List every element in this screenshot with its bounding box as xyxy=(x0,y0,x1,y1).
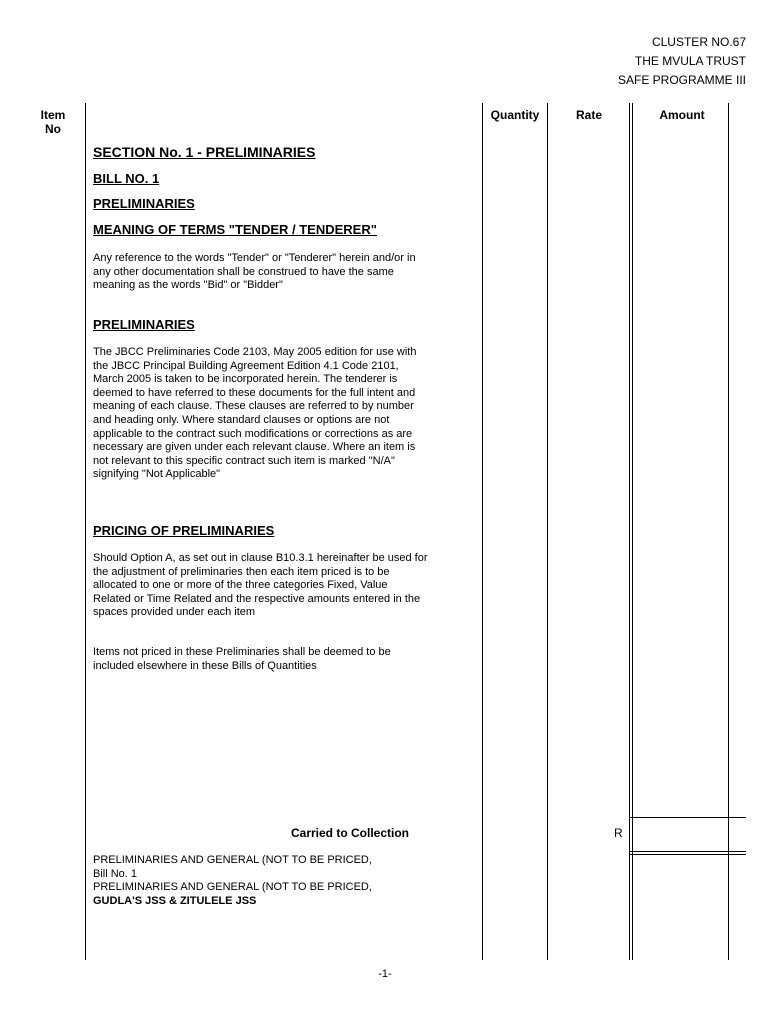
total-double-rule-2 xyxy=(629,854,746,855)
organization-name: THE MVULA TRUST xyxy=(634,54,746,68)
item-header-line1: Item xyxy=(40,108,66,122)
pricing-text: Should Option A, as set out in clause B10.3.1 hereinafter be used for the adjustment of preliminaries then each item priced is to be allocated to one or more of the three categories Fixed, Value Related or Time Related and the respective amounts entered in the spaces provided under each item xyxy=(93,552,428,619)
rate-right-rule-1 xyxy=(629,103,630,960)
total-double-rule-1 xyxy=(629,851,746,852)
document-header xyxy=(618,33,746,90)
cluster-number: CLUSTER NO.67 xyxy=(651,35,746,49)
jbcc-clause-text: The JBCC Preliminaries Code 2103, May 2005 edition for use with the JBCC Principal Building Agreement Edition 4.1 Code 2101, March 2005 is taken to be incorporated herein. The tenderer is deemed to have referred to these documents for the full intent and meaning of each clause. These clauses are referred to by number and heading only. Where standard clauses or options are not applicable to the contract such modifications or corrections as are necessary are given under each relevant clause. Where an item is not relevant to this specific contract such item is marked "N/A" signifying "Not Applicable" xyxy=(93,346,417,481)
section-title: SECTION No. 1 - PRELIMINARIES xyxy=(93,144,316,160)
item-column-rule xyxy=(85,103,86,960)
rate-right-rule-2 xyxy=(632,103,633,960)
total-top-rule xyxy=(629,817,746,818)
quantity-header: Quantity xyxy=(490,108,540,122)
carried-to-collection-label: Carried to Collection xyxy=(290,826,409,840)
preliminaries-heading-1: PRELIMINARIES xyxy=(93,196,195,211)
quantity-left-rule xyxy=(482,103,483,960)
bill-number: BILL NO. 1 xyxy=(93,171,160,186)
amount-header: Amount xyxy=(659,108,705,122)
collection-block xyxy=(93,854,473,908)
pricing-heading: PRICING OF PRELIMINARIES xyxy=(93,523,275,538)
preliminaries-heading-2: PRELIMINARIES xyxy=(93,317,195,332)
collection-line-3: PRELIMINARIES AND GENERAL (NOT TO BE PRICED, xyxy=(93,881,372,894)
not-priced-text: Items not priced in these Preliminaries shall be deemed to be included elsewhere in these Bills of Quantities xyxy=(93,646,391,672)
meaning-of-terms-heading: MEANING OF TERMS "TENDER / TENDERER" xyxy=(93,222,377,237)
programme-name: SAFE PROGRAMME III xyxy=(617,73,746,87)
rate-header: Rate xyxy=(575,108,602,122)
quantity-right-rule xyxy=(547,103,548,960)
collection-line-4: GUDLA'S JSS & ZITULELE JSS xyxy=(93,894,257,907)
page-number: -1- xyxy=(378,968,392,980)
amount-right-rule xyxy=(728,103,729,960)
item-no-header xyxy=(36,108,70,136)
collection-line-2: Bill No. 1 xyxy=(93,867,138,880)
meaning-of-terms-text: Any reference to the words "Tender" or "Tenderer" herein and/or in any other documentation shall be construed to have the same meaning as the words "Bid" or "Bidder" xyxy=(93,252,416,292)
item-header-line2: No xyxy=(45,122,61,136)
currency-symbol: R xyxy=(614,826,623,840)
collection-line-1: PRELIMINARIES AND GENERAL (NOT TO BE PRICED, xyxy=(93,854,372,866)
